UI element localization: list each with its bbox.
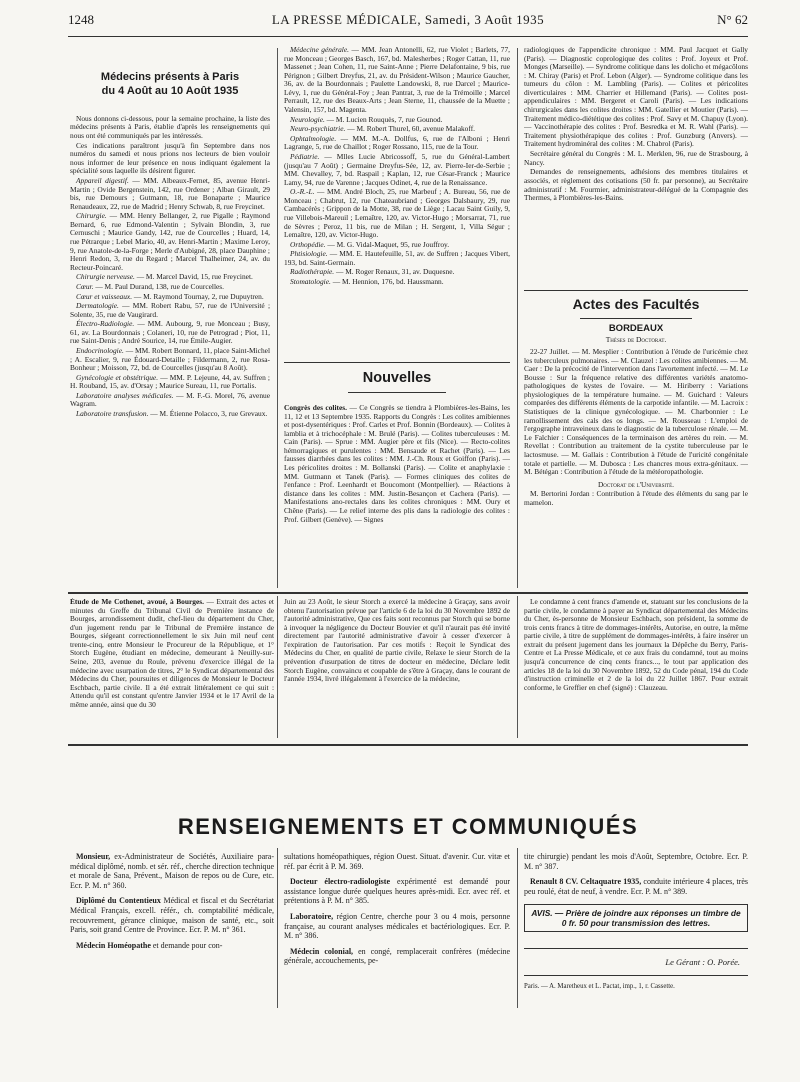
classified-lead: Laboratoire, — [290, 911, 334, 921]
classified-lead: Médecin colonial, — [290, 946, 354, 956]
medecin-entry — [284, 135, 510, 152]
actes-underline — [580, 318, 692, 319]
actes-city: BORDEAUX — [608, 323, 664, 334]
specialty-doctors: — M. G. Vidal-Maquet, 95, rue Jouffroy. — [325, 239, 450, 249]
classified-lead: Docteur électro-radiologiste — [290, 877, 391, 887]
medecin-entry — [70, 302, 270, 319]
medecins-intro: Nous donnons ci-dessous, pour la semaine prochaine, la liste des médecins présents à Paris, établie d'après les renseignements qui nous ont été communiqués par les intéressés. — [70, 113, 270, 140]
specialty-label: Neuro-psychiatrie. — [290, 124, 346, 134]
specialty-label: Appareil digestif. — [76, 176, 129, 186]
medecin-entry — [284, 153, 510, 187]
classified-ad — [524, 877, 748, 896]
specialty-label: Endocrinologie. — [76, 346, 124, 355]
specialty-doctors: — MM. E. Hautefeuille, 51, av. de Suffren ; Jacques Vibert, 193, bd. Saint-Germain. — [284, 249, 510, 267]
column-rule — [277, 48, 278, 588]
specialty-doctors: — M. Étienne Polacco, 3, rue Grevaux. — [148, 409, 268, 419]
medecin-entry — [70, 392, 270, 409]
specialty-doctors: — M. Hennion, 176, bd. Haussmann. — [330, 277, 444, 287]
medecin-entry — [70, 374, 270, 391]
avis-box: AVIS. — Prière de joindre aux réponses un timbre de 0 fr. 50 pour transmission des lettres. — [524, 904, 748, 932]
actes-doctorat: Doctorat de l'Université. — [597, 479, 675, 489]
medecin-entry — [284, 125, 510, 134]
legal-notice-text: — Extrait des actes et minutes du Greffe du Tribunal Civil de Première instance de Bourges, arrondissement dudit, chef-lieu du département du Cher, d'un jugement rendu par le Tribunal de Première instance de Bourges, siégeant correctionnellement le six Juin mil neuf cent trente-cinq, entre Monsieur le Procureur de la République, et 1° Storch Eugène, étudiant en médecine, demeurant à Neuilly-sur-Seine, 203, avenue du Roule, prévenu d'exercice illégal de la médecine avec usurpation de titres, 2° le Syndicat départemental des Médecins du Cher, poursuites et diligences de Monsieur le Docteur Eschbach, partie civile. Il a été extrait littéralement ce qui suit : Attendu qu'il est constant qu'entre Janvier 1934 et le 17 Avril de la même année, ainsi que du 30 — [70, 598, 274, 709]
specialty-label: Neurologie. — [290, 114, 325, 124]
specialty-label: Laboratoire analyses médicales. — [76, 390, 174, 400]
journal-title: LA PRESSE MÉDICALE, Samedi, 3 Août 1935 — [271, 12, 545, 27]
specialty-label: Stomatologie. — [290, 277, 331, 287]
column-rule — [277, 596, 278, 738]
specialty-label: Cœur et vaisseaux. — [76, 291, 133, 301]
medecins-title: Médecins présents à Paris du 4 Août au 10 Août 1935 — [100, 71, 240, 98]
actes-bertorini: M. Bertorini Jordan : Contribution à l'étude des éléments du sang par le mamelon. — [524, 489, 748, 508]
congres-text: — Ce Congrès se tiendra à Plombières-les-Bains, les 11, 12 et 13 Septembre 1935. Rapports du Congrès : Les colites amibiennes et post-dysentériques : Prof. Carles et Prof. Bonnin (Bordeaux). — Colites à lamblia et à trichocéphale : M. Brulé (Paris). — Colites tuberculeuses : M. Cain (Paris). — Sprue : MM. Augier père et fils (Nice). — Recto-colites hémorragiques et purulentes : MM. Bensaude et Rachet (Paris). — Les fausses diarrhées dans les colites : MM. J.-Ch. Roux et Goiffon (Paris). — Les péricolites droites : M. Bollanski (Paris). — Colite et anaphylaxie : MM. Gutmann et Tanek (Paris). — Formes cliniques des colites de l'enfance : Prof. Leenhardt et Boucomont (Montpellier). — Réactions à distance dans les colites : MM. Justin-Besançon et Cachera (Paris). — Manifestations ano-rectales dans les colites chroniques : MM. Oury et Chêne (Paris). — Le relief interne des plis dans la radiologie des colites : Prof. Gilbert (Genève). — Signes — [284, 404, 510, 524]
specialty-label: Pédiatrie. — [290, 151, 320, 161]
specialty-label: Dermatologie. — [76, 301, 119, 311]
specialty-label: Ophtalmologie. — [290, 133, 337, 143]
classified-text: Médical et fiscal et du Secrétariat Médical Français, excell. référ., ch. comptabilité médicale, recouvrement, gérance clinique, maison de santé, etc., soit Paris, soit grand Centre de Province. Ecr. P. M. n° 361. — [70, 896, 274, 935]
specialty-label: Orthopédie. — [290, 239, 326, 249]
specialty-label: Chirurgie. — [76, 211, 107, 221]
specialty-doctors: — M. F.-G. Morel, 76, avenue Wagram. — [70, 390, 270, 409]
specialty-label: Phtisiologie. — [290, 249, 328, 259]
gerant-line: Le Gérant : O. Porée. — [665, 957, 740, 967]
nouvelles-underline — [348, 392, 446, 393]
specialty-label: Gynécologie et obstétrique. — [76, 372, 159, 382]
medecin-entry — [284, 188, 510, 239]
page-number: 1248 — [68, 12, 94, 27]
column-rule — [277, 848, 278, 1008]
classified-ad — [284, 877, 510, 906]
congres-demandes: Demandes de renseignements, adhésions des membres titulaires et associés, et règlement des cotisations (50 fr. par personne), au Secrétaire administratif : M. Fourmier, administrateur-délégué de la Compagnie des Thermes, à Plombières-les-Bains. — [524, 167, 748, 203]
gerant-rule — [524, 948, 748, 949]
specialty-doctors: — MM. Henry Bellanger, 2, rue Pigalle ; Raymond Bernard, 6, rue Edmond-Valentin ; Sylvain Blondin, 3, rue Cernuschi ; Maurice Gandy, 142, rue de Courcelles ; Huard, 14, rue Pétrarque ; Lebel Mario, 40, av. Henri-Martin ; Maxime Leroy, 9, rue Anatole-de-la-Forge ; Merle d'Aubigné, 28, place Dauphine ; Henri Redon, 3, rue du Regard ; Marcel Thalheimer, 24, av. du Recteur-Poincaré. — [70, 211, 270, 272]
medecin-entry — [70, 212, 270, 272]
specialty-doctors: — MM. Jean Antonelli, 62, rue Violet ; Barlets, 77, rue Monceau ; Georges Basch, 167, bd. Malesherbes ; Roger Cattan, 11, rue Massenet ; Jean Cohen, 11, rue Saint-Anne ; Pierre Delafontaine, 9 bis, rue Pérignon ; Gilbert Dreyfus, 21, av. du Président-Wilson ; Maurice Gaucher, 36, av. de la Bourdonnais ; Paulette Landowski, 8, rue Darcel ; Maurice-Lévy, 1, rue du Général-Foy ; Jean Pantrat, 3, rue de la Trémoille ; Marcel Perrault, 12, rue des Beaux-Arts ; Jean Sterne, 11, chaussée de la Muette ; Valensin, 157, bd. Magenta. — [284, 46, 510, 115]
classified-lead: Renault 8 CV. Celtaquatre 1935, — [530, 877, 642, 887]
medecins-note: Ces indications paraîtront jusqu'à fin Septembre dans nos numéros du samedi et nous prions nos lecteurs de bien vouloir nous informer de leur présence en nous indiquant également la spécialité sous laquelle ils désirent figurer. — [70, 140, 270, 176]
classified-text: région Centre, cherche pour 3 ou 4 mois, personne française, au courant analyses médicales et bactériologiques. Ecr. P. M. n° 386. — [284, 911, 510, 941]
medecin-entry — [70, 283, 270, 292]
legal-notice-col1 — [70, 598, 274, 738]
medecin-entry — [284, 241, 510, 250]
column-rule — [517, 848, 518, 1008]
classified-text: expérimenté est demandé pour assistance longue durée quelques heures après-midi. Ecr. avec réf. et prétentions à P. M. n° 385. — [284, 877, 510, 906]
classified-ad — [70, 896, 274, 934]
medecins-list-continued — [284, 46, 510, 362]
classified-ad — [284, 947, 510, 966]
medecins-section — [70, 70, 270, 590]
classified-lead: Médecin Homéopathe — [76, 940, 151, 950]
nouvelles-title: Nouvelles — [362, 370, 432, 386]
specialty-doctors: — MM. Robert Rabu, 57, rue de l'Université ; Solente, 35, rue de Vaugirard. — [70, 301, 270, 319]
nouvelles-text-part1 — [284, 404, 510, 586]
classified-col1 — [70, 852, 274, 1002]
classified-lead: Diplômé du Contentieux — [76, 896, 161, 906]
column-rule — [517, 48, 518, 588]
specialty-label: Cœur. — [76, 281, 94, 291]
medecin-entry — [284, 46, 510, 115]
classified-ad — [284, 912, 510, 941]
specialty-doctors: — M. Raymond Tournay, 2, rue Dupuytren. — [132, 291, 264, 301]
legal-notice-heading: Étude de Me Cothenet, avoué, à Bourges. — [70, 598, 207, 606]
legal-notice-col2: Juin au 23 Août, le sieur Storch a exercé la médecine à Graçay, sans avoir obtenu l'autorisation prévue par l'article 6 de la loi du 30 Novembre 1892 de l'autorité administrative, Que ces faits sont reconnus par Storch qui se borne à invoquer la négligence du Docteur Bouvier et qu'il n'aurait pas été invité directement par l'autorité administrative d'avoir à cesser d'exercer à l'expiration de l'autorisation. Par ces motifs : Reçoit le Syndicat des Médecins du Cher, en qualité de partie civile, Relaxe le sieur Storch de la prévention d'usurpation de titres de docteur en médecine, Déclare ledit Storch Eugène, convaincu et coupable de s'être à Graçay, dans le courant de l'année 1934, livré illégalement à l'exercice de la médecine, — [284, 598, 510, 684]
classified-lead: Monsieur, — [76, 852, 111, 861]
medecin-entry — [284, 278, 510, 287]
classified-ad — [524, 852, 748, 871]
classified-ad — [70, 941, 274, 951]
actes-rule — [524, 290, 748, 291]
section-rule — [68, 592, 748, 594]
specialty-doctors: — M. Paul Durand, 138, rue de Courcelles. — [93, 281, 225, 291]
classified-text: sultations homéopathiques, région Ouest. Situat. d'avenir. Cur. vitæ et réf. par écrit à P. M. 369. — [284, 852, 510, 871]
classified-ad — [70, 852, 274, 890]
classified-text: ex-Administrateur de Sociétés, Auxiliaire para-médical diplômé, nomb. et sér. réf., cherche direction technique et morale de Sana, Prévent., Maison de repos ou de Cure, etc. Ecr. P. M. n° 360. — [70, 852, 274, 890]
specialty-label: O.-R.-L. — [290, 187, 315, 197]
printer-line: Paris. — A. Maretheux et L. Pactat, imp., 1, r. Cassette. — [524, 983, 675, 990]
printer-rule — [524, 975, 748, 976]
congres-heading: Congrès des colites. — [284, 404, 347, 412]
specialty-doctors: — M. Roger Renaux, 31, av. Duquesne. — [334, 267, 455, 277]
specialty-doctors: — Mlles Lucie Abricossoff, 5, rue du Général-Lambert (jusqu'au 7 Août) ; Germaine Dreyfus-Sée, 12, av. Pierre-Ier-de-Serbie ; MM. Chevalley, 7, bd. Raspail ; Kaplan, 12, rue César-Franck ; Maurice Lamy, 94, rue de Varenne ; Jacques Odinet, 4, rue de la Renaissance. — [284, 151, 510, 187]
renseignements-title: RENSEIGNEMENTS ET COMMUNIQUÉS — [177, 814, 639, 839]
classified-col3 — [524, 852, 748, 900]
classified-text: conduite intérieure 4 places, très peu roulé, état de neuf, à vendre. Ecr. P. M. n° 389. — [524, 877, 748, 896]
specialty-label: Laboratoire transfusion. — [76, 409, 149, 419]
specialty-doctors: — MM. Aubourg, 9, rue Monceau ; Busy, 61, av. La Bourdonnais ; Colaneri, 10, rue de Petrograd ; Piot, 11, rue Saint-Denis ; André Sourice, 14, rue Émile-Augier. — [70, 319, 270, 346]
page-header — [68, 8, 748, 32]
specialty-doctors: — MM. P. Lejeune, 44, av. Suffren ; H. Rouband, 15, av. d'Orsay ; Maurice Sureau, 11, rue Portalis. — [70, 372, 270, 391]
medecin-entry — [70, 273, 270, 282]
classified-text: tite chirurgie) pendant les mois d'Août, Septembre, Octobre. Ecr. P. M. n° 387. — [524, 852, 748, 871]
specialty-doctors: — MM. M.-A. Dollfus, 6, rue de l'Alboni ; Henri Lagrange, 5, rue de Chaillot ; Roger Rossano, 115, rue de la Tour. — [284, 133, 510, 152]
actes-subtitle: Thèses de Doctorat. — [605, 335, 667, 344]
congres-secretaire: Secrétaire général du Congrès : M. L. Merklen, 96, rue de Strasbourg, à Nancy. — [524, 149, 748, 167]
medecin-entry — [70, 410, 270, 419]
legal-notice-col3: Le condamne à cent francs d'amende et, statuant sur les conclusions de la partie civile, le condamne à payer au Syndicat départemental des Médecins du Cher, ès-personne de Monsieur Eschbach, son président, la somme de trois cents francs à titre de dommages-intérêts, Autorise, en outre, la même partie civile, à titre de supplément de dommages-intérêts, à faire insérer un extrait du présent jugement dans les journaux la Dépêche du Berry, Paris-Centre et La Presse Médicale, et ce aux frais du condamné, tout au moins jusqu'à concurrence de cinq cents francs..., le tout par application des articles 18 de la loi du 30 Novembre 1892, 52 du Code pénal, 194 du Code d'instruction criminelle et 2 de la loi du 22 Juillet 1867. Pour extrait conforme, le Greffier en chef (signé) : Clauzeau. — [524, 598, 748, 692]
specialty-doctors: — MM. André Bloch, 25, rue Marbeuf ; A. Bureau, 56, rue de Monceau ; Chabrut, 12, rue Chateaubriand ; Georges Dalsbaury, 29, rue Cambacérès ; Grippon de la Motte, 38, rue de Liège ; Lacau Saint Guily, 9, rue Villebois-Mareuil ; Lemaître, 120, av. Victor-Hugo ; Morsarrat, 71, rue de Sèvres ; Peroz, 11 bis, rue de Milan ; H. Sergent, 1, Villa Ségur ; Lemaître, 120, av. Victor-Hugo. — [284, 187, 510, 240]
classified-col2 — [284, 852, 510, 1002]
medecin-entry — [70, 347, 270, 373]
classified-text: et demande pour con- — [150, 940, 223, 950]
specialty-label: Chirurgie nerveuse. — [76, 272, 135, 282]
medecin-entry — [70, 293, 270, 302]
classified-text: en congé, remplacerait confrères (médecine générale, accouchements, pe- — [284, 946, 510, 966]
column-rule — [517, 596, 518, 738]
specialty-label: Radiothérapie. — [290, 267, 335, 277]
medecin-entry — [284, 268, 510, 277]
specialty-label: Électro-Radiologie. — [76, 319, 135, 329]
actes-theses: 22-27 Juillet. — M. Mesplier : Contribution à l'étude de l'uricémie chez les tuberculeux pulmonaires. — M. Clauzel : Les colites amibiennes. — M. Caer : De la précocité de l'intervention dans l'avortement infecté. — M. Le Bousse : Sur la fréquence relative des différentes variétés anatomo-pathologiques de kystes de l'ovaire. — M. Hiriberry : Variations physiologiques de la température humaine. — M. Guichard : Valeurs comparées des différents éléments de la carpotide infantile. — M. Lacroix : Statistiques de la clinique gynécologique. — M. Charbonnier : Le ramollissement des cals des os longs. — M. Rousseau : L'emploi de l'ergographe intraveineux dans le diagnostic de la tuberculose rénale. — M. Le Falchier : Conséquences de la terminaison des artères du rein. — M. Revellat : Contribution au traitement de la cystite tuberculeuse par le lactosmuse. — M. Gallais : Contribution à l'étude de l'uricité congénitale totale et partielle. — M. Dubosca : Les chancres mous extra-génitaux. — M. Bétégan : Contribution à l'étude de la météoropathologie. Doctorat de l'Université. M. Bertorini Jordan : Contribution à l'étude des éléments du sang par le mamelon. — [524, 348, 748, 508]
nouvelles-rule — [284, 362, 510, 363]
medecin-entry — [284, 250, 510, 267]
specialty-doctors: — MM. Robert Bonnard, 11, place Saint-Michel ; A. Escalier, 9, rue Édouard-Detaille ; Fildermann, 2, rue Rosa-Bonheur ; Moisson, 72, bd. de Courcelles (jusqu'au 8 Août). — [70, 346, 270, 373]
classified-ad — [284, 852, 510, 871]
medecin-entry — [70, 320, 270, 346]
actes-title: Actes des Facultés — [572, 296, 700, 312]
specialty-doctors: — MM. Albeaux-Fernet, 85, avenue Henri-Martin ; Ovide Bergenstein, 142, rue Ordener ; Alban Girault, 29 bis, rue Demours ; Gutmann, 18, rue Bonaparte ; Maurice Renaudeaux, 22, rue de Madrid ; Henry Schwab, 8, rue Freycinet. — [70, 176, 270, 211]
specialty-doctors: — M. Robert Thurel, 60, avenue Malakoff. — [345, 124, 476, 134]
specialty-doctors: — M. Marcel David, 15, rue Freycinet. — [134, 272, 253, 282]
section-rule — [68, 744, 748, 746]
medecins-list — [70, 177, 270, 419]
issue-number: N° 62 — [717, 12, 748, 27]
nouvelles-text-part2: radiologiques de l'appendicite chronique : MM. Paul Jacquet et Gally (Paris). — Diagnostic coprologique des colites : Prof. Joyeux et Prof. Monges (Marseille). — Syndrome colitique dans les dolicho et mégacôlons : M. Chiray (Paris) et Prof. Lebon (Alger). — Syndrome colitique dans les tumeurs du côlon : M. Lambling (Paris). — Colites et péricolites diverticulaires : MM. Charrier et Hillemand (Paris). — Colites post-appendiculaires : MM. Bergeret et Caroli (Paris). — Les indications chirurgicales dans les colites droites : MM. Gatellier et Moutier (Paris). — Traitement médico-diététique des colites : Prof. Savy et M. Chapuy (Lyon). — Vaccinothérapie des colites : Prof. Besredka et M. R. Wahl (Paris). — Traitement physiothérapique des colites : Prof. Gunzburg (Anvers). — Traitement hydrominéral des colites : M. Chabrol (Paris). Secrétaire général du Congrès : M. L. Merklen, 96, rue de Strasbourg, à Nancy. Demandes de renseignements, adhésions des membres titulaires et associés, et règlement des cotisations (50 fr. par personne), au Secrétaire administratif : M. Fourmier, administrateur-délégué de la Compagnie des Thermes, à Plombières-les-Bains. — [524, 46, 748, 203]
medecin-entry — [70, 177, 270, 211]
specialty-label: Médecine générale. — [290, 46, 349, 54]
header-rule — [68, 36, 748, 37]
medecin-entry — [284, 116, 510, 125]
specialty-doctors: — M. Lucien Rouquès, 7, rue Gounod. — [324, 114, 443, 124]
